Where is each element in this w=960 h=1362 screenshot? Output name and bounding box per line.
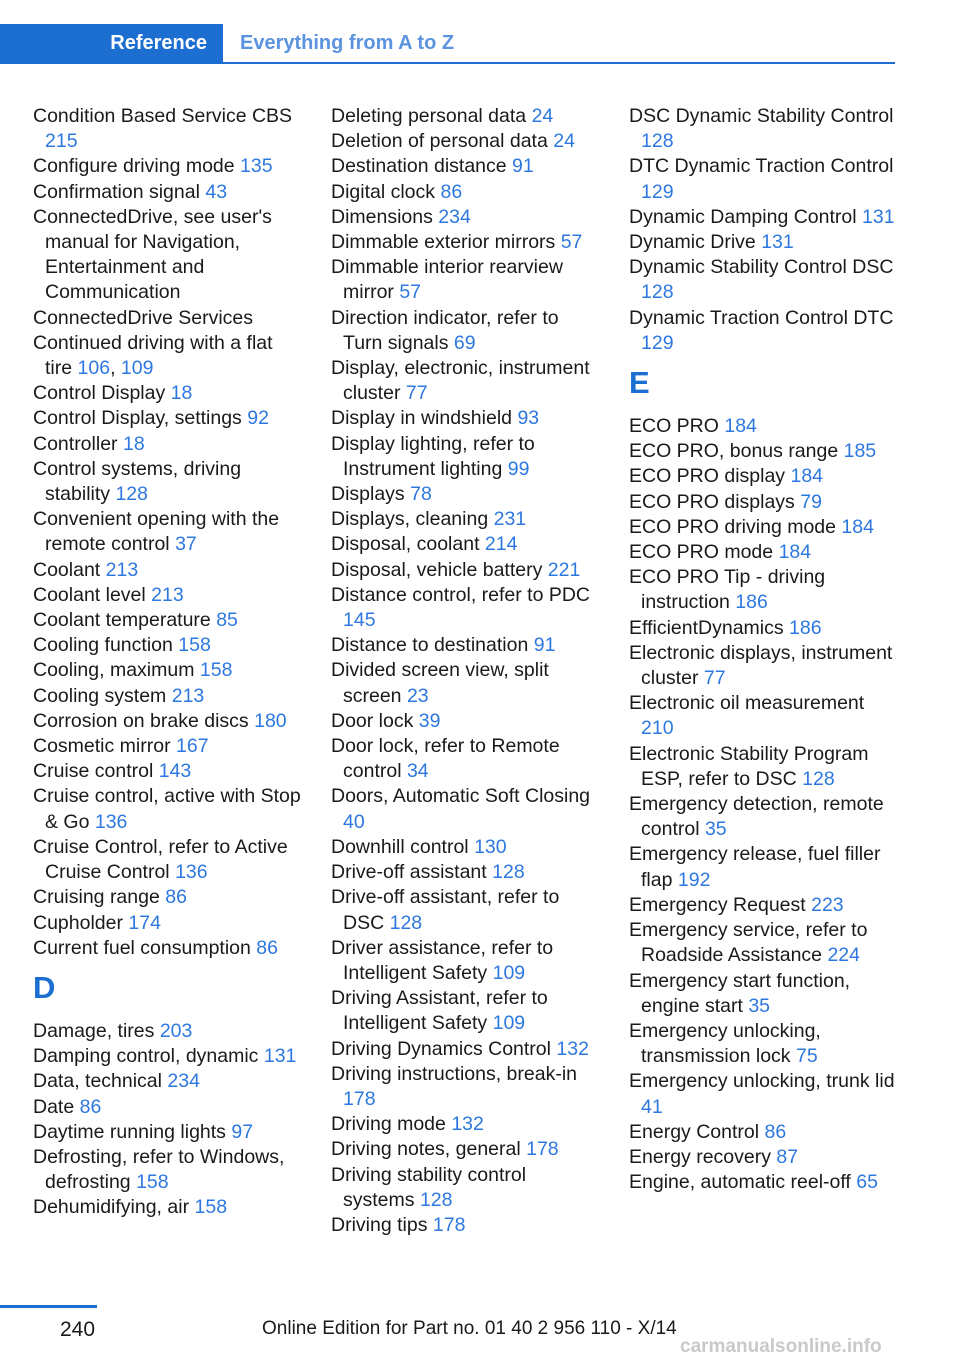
index-entry xyxy=(629,792,899,842)
index-entry-term: Cruising range xyxy=(33,886,160,909)
page-reference-link[interactable]: 185 xyxy=(843,440,877,463)
index-entry xyxy=(629,255,899,305)
page-reference-link[interactable]: 184 xyxy=(790,465,824,488)
page-reference-link[interactable]: 128 xyxy=(115,483,148,506)
page-reference-link[interactable]: 109 xyxy=(492,1012,526,1035)
index-entry-term: ECO PRO xyxy=(629,415,719,438)
index-entry-term: Divided screen view, split screen xyxy=(331,659,549,707)
page-reference-link[interactable]: 86 xyxy=(440,180,463,203)
index-entry-term: ECO PRO displays xyxy=(629,490,795,513)
page-reference-link[interactable]: 135 xyxy=(240,155,273,178)
index-entry xyxy=(629,1120,899,1145)
index-entry xyxy=(331,306,601,356)
page-reference-link[interactable]: 128 xyxy=(641,130,674,153)
index-entry-term: Damage, tires xyxy=(33,1019,155,1042)
index-entry xyxy=(33,936,303,961)
index-entry xyxy=(331,633,601,658)
index-entry-term: Emergency Request xyxy=(629,893,806,916)
page-reference-link[interactable]: 174 xyxy=(128,911,161,934)
index-entry-term: Dynamic Drive xyxy=(629,231,756,254)
page-reference-link[interactable]: 18 xyxy=(170,382,193,405)
index-entry-term: Defrosting, refer to Windows, defrosting xyxy=(33,1145,285,1194)
section-title: Everything from A to Z xyxy=(240,31,455,54)
index-entry-term: Cruise control xyxy=(33,760,154,783)
page-number: 240 xyxy=(60,1318,96,1341)
index-entry-term: Digital clock xyxy=(331,180,436,203)
index-entry-term: Emergency release, fuel filler flap xyxy=(629,843,881,891)
page-reference-link[interactable]: 214 xyxy=(484,533,518,556)
index-entry-term: Cooling, maximum xyxy=(33,659,195,682)
index-entry-term: Energy Control xyxy=(629,1120,760,1143)
index-entry-term: Electronic displays, instrument cluster xyxy=(629,641,893,690)
page-reference-link[interactable]: 57 xyxy=(560,231,583,254)
index-entry-term: Damping control, dynamic xyxy=(33,1045,259,1068)
page-reference-link[interactable]: 234 xyxy=(167,1070,200,1093)
index-entry-term: ConnectedDrive, see user's manual for Navigation, Entertainment and Communication xyxy=(33,205,272,304)
index-entry xyxy=(331,885,601,935)
page-reference-link[interactable]: 203 xyxy=(159,1019,193,1042)
index-entry-term: EfficientDynamics xyxy=(629,616,784,639)
index-entry-term: Confirmation signal xyxy=(33,180,200,203)
page-reference-link[interactable]: 128 xyxy=(389,911,423,934)
index-entry-term: ECO PRO Tip - driving instruction xyxy=(629,566,826,614)
index-entry xyxy=(331,205,601,230)
index-entry xyxy=(629,306,899,356)
index-entry-term: Energy recovery xyxy=(629,1145,771,1168)
page-reference-link[interactable]: 215 xyxy=(45,130,78,153)
page-reference-link[interactable]: 131 xyxy=(263,1045,297,1068)
index-entry-term: Driver assistance, refer to Intelligent Safety xyxy=(331,936,554,984)
page-reference-link[interactable]: 65 xyxy=(856,1171,878,1194)
index-entry-term: Coolant temperature xyxy=(33,609,211,632)
page-reference-link[interactable]: 192 xyxy=(677,868,711,891)
index-column-3 xyxy=(629,104,899,1195)
page-reference-link[interactable]: 132 xyxy=(451,1113,484,1136)
index-entry-term: Control systems, driving stability xyxy=(33,457,242,506)
index-entry xyxy=(331,507,601,532)
index-entry xyxy=(629,104,899,154)
index-entry xyxy=(629,464,899,489)
index-entry-term: Disposal, vehicle battery xyxy=(331,558,543,581)
index-entry-term: Emergency detection, remote control xyxy=(629,793,884,841)
page-reference-link[interactable]: 69 xyxy=(453,331,476,354)
index-entry xyxy=(629,1170,899,1195)
index-entry xyxy=(331,406,601,431)
page-reference-link[interactable]: 223 xyxy=(811,893,844,916)
index-entry-term: Condition Based Service CBS xyxy=(33,105,293,127)
index-entry xyxy=(33,406,303,431)
index-entry xyxy=(331,936,601,986)
page-reference-link[interactable]: 131 xyxy=(761,231,794,254)
index-entry xyxy=(33,558,303,583)
page-reference-link[interactable]: 178 xyxy=(432,1213,466,1236)
page-reference-link[interactable]: 128 xyxy=(641,281,674,304)
index-entry xyxy=(331,432,601,482)
page-reference-link[interactable]: 18 xyxy=(122,432,145,455)
index-entry-term: Dehumidifying, air xyxy=(33,1196,190,1219)
index-entry-term: Direction indicator, refer to Turn signals xyxy=(331,306,559,354)
page-reference-link[interactable]: 184 xyxy=(841,515,874,538)
page-reference-link[interactable]: 132 xyxy=(556,1037,589,1060)
index-entry-term: Cruise Control, refer to Active Cruise Control xyxy=(33,835,288,884)
index-entry xyxy=(33,1019,303,1044)
index-entry-term: Controller xyxy=(33,432,118,455)
page-reference-link[interactable]: 92 xyxy=(247,407,269,430)
index-entry xyxy=(33,104,303,154)
index-entry-term: Dynamic Stability Control DSC xyxy=(629,256,894,279)
index-entry-term: Continued driving with a flat tire xyxy=(33,331,273,380)
index-entry-term: Doors, Automatic Soft Closing xyxy=(331,785,591,808)
page-reference-link[interactable]: 78 xyxy=(410,483,432,506)
page-reference-link[interactable]: 130 xyxy=(474,835,507,858)
page-reference-link[interactable]: 77 xyxy=(405,382,428,405)
page-reference-link[interactable]: 180 xyxy=(254,709,287,732)
index-entry xyxy=(629,414,899,439)
footer-rule xyxy=(0,1305,97,1308)
index-entry-term: ECO PRO display xyxy=(629,465,786,488)
index-entry-term: Cosmetic mirror xyxy=(33,735,171,758)
index-entry-term: Dimmable interior rearview mirror xyxy=(331,256,563,304)
index-entry xyxy=(331,482,601,507)
index-entry xyxy=(629,1019,899,1069)
index-entry-term: Corrosion on brake discs xyxy=(33,709,249,732)
index-entry xyxy=(629,565,899,615)
index-entry xyxy=(33,684,303,709)
page-reference-link[interactable]: 86 xyxy=(79,1095,102,1118)
page-reference-link[interactable]: 97 xyxy=(231,1120,254,1143)
index-entry-term: Door lock, refer to Remote control xyxy=(331,735,560,783)
page-reference-link[interactable]: 184 xyxy=(778,541,812,564)
index-entry xyxy=(331,180,601,205)
index-entry-term: Driving stability control systems xyxy=(331,1163,527,1211)
page-reference-link[interactable]: 158 xyxy=(199,659,233,682)
index-entry-term: Configure driving mode xyxy=(33,155,235,178)
page-reference-link[interactable]: 86 xyxy=(764,1120,787,1143)
index-entry xyxy=(33,1069,303,1094)
index-entry-term: ECO PRO, bonus range xyxy=(629,440,839,463)
page-reference-link[interactable]: 87 xyxy=(776,1145,799,1168)
page-reference-link[interactable]: 91 xyxy=(533,634,556,657)
index-entry xyxy=(629,918,899,968)
page-reference-link[interactable]: 158 xyxy=(136,1171,169,1194)
page-reference-link[interactable]: 186 xyxy=(789,616,822,639)
index-entry xyxy=(331,154,601,179)
page-reference-link[interactable]: 43 xyxy=(205,180,228,203)
page-reference-link[interactable]: 35 xyxy=(704,818,727,841)
page-reference-link[interactable]: 158 xyxy=(178,634,211,657)
page-reference-link[interactable]: 99 xyxy=(507,457,530,480)
page-reference-link[interactable]: 91 xyxy=(512,155,534,178)
index-entry xyxy=(629,515,899,540)
page-reference-link[interactable]: 224 xyxy=(827,944,860,967)
index-entry-term: Dynamic Traction Control DTC xyxy=(629,306,894,329)
index-entry xyxy=(629,893,899,918)
page-reference-link[interactable]: 167 xyxy=(176,735,209,758)
index-entry xyxy=(33,1095,303,1120)
index-entry xyxy=(331,104,601,129)
page-reference-link[interactable]: 34 xyxy=(406,760,429,783)
index-entry xyxy=(331,129,601,154)
page-reference-link[interactable]: 106 xyxy=(77,357,111,380)
index-entry xyxy=(33,784,303,834)
index-entry xyxy=(33,457,303,507)
index-entry xyxy=(629,540,899,565)
index-entry xyxy=(33,1195,303,1220)
index-entry xyxy=(629,842,899,892)
index-entry-term: ECO PRO mode xyxy=(629,541,774,564)
index-entry-term: Dimmable exterior mirrors xyxy=(331,231,556,254)
page-reference-link[interactable]: 128 xyxy=(419,1188,453,1211)
index-entry-term: Driving notes, general xyxy=(331,1138,521,1161)
index-entry xyxy=(331,1163,601,1213)
index-entry-term: Engine, automatic reel-off xyxy=(629,1171,851,1194)
page-reference-link[interactable]: 85 xyxy=(216,609,238,632)
index-entry xyxy=(33,608,303,633)
index-entry-term: Destination distance xyxy=(331,155,507,178)
page-reference-link[interactable]: 86 xyxy=(256,936,278,959)
index-entry-term: Distance control, refer to PDC xyxy=(331,583,591,606)
index-entry xyxy=(33,381,303,406)
page-reference-link[interactable]: 178 xyxy=(526,1138,559,1161)
index-entry-term: Cruise control, active with Stop & Go xyxy=(33,785,301,833)
page-reference-link[interactable]: 143 xyxy=(158,760,192,783)
reference-tab: Reference xyxy=(0,24,223,62)
page-reference-link[interactable]: 186 xyxy=(735,591,768,614)
index-entry-term: Emergency start function, engine start xyxy=(629,969,851,1017)
page-reference-link[interactable]: 86 xyxy=(165,886,187,909)
index-entry-term: Date xyxy=(33,1095,75,1118)
index-entry-term: Coolant level xyxy=(33,583,146,606)
index-entry-term: Emergency unlocking, trunk lid xyxy=(629,1070,895,1093)
index-entry-term: Displays xyxy=(331,483,405,506)
index-entry xyxy=(331,356,601,406)
index-entry xyxy=(331,986,601,1036)
index-entry xyxy=(629,205,899,230)
index-entry xyxy=(33,306,303,331)
index-entry xyxy=(33,709,303,734)
index-entry xyxy=(331,558,601,583)
index-entry xyxy=(33,180,303,205)
index-entry xyxy=(331,1213,601,1238)
page-reference-link[interactable]: 93 xyxy=(517,407,540,430)
page-reference-link[interactable]: 221 xyxy=(547,558,581,581)
index-entry xyxy=(331,734,601,784)
index-entry xyxy=(331,709,601,734)
index-entry xyxy=(331,1137,601,1162)
index-entry xyxy=(33,1044,303,1069)
page-reference-link[interactable]: 39 xyxy=(418,709,441,732)
page-reference-link[interactable]: 184 xyxy=(724,415,757,438)
page-reference-link[interactable]: 136 xyxy=(175,861,208,884)
index-entry-term: Emergency unlocking, transmission lock xyxy=(629,1019,821,1068)
edition-note: Online Edition for Part no. 01 40 2 956 110 - X/14 xyxy=(262,1318,677,1339)
index-entry-term: Cooling function xyxy=(33,634,173,657)
index-entry xyxy=(629,969,899,1019)
index-entry xyxy=(33,835,303,885)
index-entry-term: Driving mode xyxy=(331,1113,446,1136)
index-entry-term: Driving Assistant, refer to Intelligent Safety xyxy=(331,987,548,1035)
index-entry-term: Driving Dynamics Control xyxy=(331,1037,551,1060)
index-entry-term: Deleting personal data xyxy=(331,105,527,127)
index-column-1 xyxy=(33,104,303,1221)
index-entry xyxy=(33,154,303,179)
index-entry-term: Disposal, coolant xyxy=(331,533,480,556)
index-entry xyxy=(331,1062,601,1112)
index-entry-term: Driving tips xyxy=(331,1213,428,1236)
index-entry xyxy=(629,1145,899,1170)
page-reference-link[interactable]: 35 xyxy=(748,994,771,1017)
page-reference-link[interactable]: 136 xyxy=(94,810,128,833)
index-entry xyxy=(331,784,601,834)
index-entry xyxy=(33,432,303,457)
index-entry xyxy=(331,835,601,860)
page-reference-link[interactable]: 75 xyxy=(795,1045,818,1068)
index-entry-term: Dynamic Damping Control xyxy=(629,205,857,228)
page-reference-link[interactable]: 231 xyxy=(493,508,527,531)
index-entry xyxy=(33,583,303,608)
page-reference-link[interactable]: 129 xyxy=(641,331,674,354)
index-entry-term: Distance to destination xyxy=(331,634,529,657)
index-entry-term: Emergency service, refer to Roadside Assistance xyxy=(629,919,868,967)
page-reference-link[interactable]: 77 xyxy=(703,667,726,690)
index-entry-term: ECO PRO driving mode xyxy=(629,515,836,538)
index-entry: Continued driving with a flat tire 106, 109 xyxy=(33,331,273,380)
page-reference-link[interactable]: 178 xyxy=(343,1087,376,1110)
index-entry-term: Daytime running lights xyxy=(33,1120,226,1143)
page-reference-link[interactable]: 79 xyxy=(800,490,822,513)
page-reference-link[interactable]: 234 xyxy=(438,205,471,228)
index-entry xyxy=(331,1037,601,1062)
index-letter-heading: D xyxy=(33,969,56,1005)
page-reference-link[interactable]: 145 xyxy=(343,609,376,632)
index-entry xyxy=(629,742,899,792)
index-entry-term: Display, electronic, instrument cluster xyxy=(331,357,590,405)
page-reference-link[interactable]: 57 xyxy=(399,281,422,304)
index-entry-term: Downhill control xyxy=(331,835,469,858)
index-entry-term: Displays, cleaning xyxy=(331,508,489,531)
index-entry-term: Electronic oil measurement xyxy=(629,692,865,715)
index-entry-term: DTC Dynamic Traction Control xyxy=(629,155,894,178)
index-entry xyxy=(33,658,303,683)
index-entry-term: Cooling system xyxy=(33,684,167,707)
page-reference-link[interactable]: 109 xyxy=(120,357,154,380)
index-letter-heading: E xyxy=(629,365,650,401)
index-entry xyxy=(629,154,899,204)
page-reference-link[interactable]: 213 xyxy=(171,684,205,707)
index-entry xyxy=(33,205,303,306)
index-entry xyxy=(629,641,899,691)
page-reference-link[interactable]: 158 xyxy=(194,1196,228,1219)
index-entry-term: Deletion of personal data xyxy=(331,130,548,153)
index-entry-term: Display in windshield xyxy=(331,407,513,430)
index-entry xyxy=(33,885,303,910)
index-entry-term: Display lighting, refer to Instrument lighting xyxy=(331,432,535,480)
page-reference-link[interactable]: 41 xyxy=(641,1095,663,1118)
page-reference-link[interactable]: 128 xyxy=(802,767,835,790)
index-entry xyxy=(33,1120,303,1145)
index-entry xyxy=(331,532,601,557)
page-reference-link[interactable]: 37 xyxy=(175,533,197,556)
index-entry-term: Door lock xyxy=(331,709,414,732)
index-entry-term: Current fuel consumption xyxy=(33,936,251,959)
index-entry-term: Control Display xyxy=(33,382,166,405)
index-entry-term: Convenient opening with the remote control xyxy=(33,508,280,556)
index-entry-term: DSC Dynamic Stability Control xyxy=(629,105,894,127)
page-reference-link[interactable]: 24 xyxy=(553,130,575,153)
index-entry-term: Coolant xyxy=(33,558,101,581)
index-entry-term: Drive-off assistant xyxy=(331,861,487,884)
index-entry xyxy=(331,1112,601,1137)
index-entry xyxy=(331,255,601,305)
index-entry xyxy=(629,616,899,641)
watermark: carmanualsonline.info xyxy=(680,1336,882,1357)
index-entry xyxy=(33,734,303,759)
index-entry-term: Cupholder xyxy=(33,911,123,934)
index-entry-term: Drive-off assistant, refer to DSC xyxy=(331,886,560,934)
index-entry xyxy=(33,759,303,784)
index-entry-term: Driving instructions, break-in xyxy=(331,1062,578,1085)
index-entry-term: Electronic Stability Program ESP, refer to DSC xyxy=(629,742,869,790)
index-entry xyxy=(629,439,899,464)
page-header xyxy=(0,24,895,64)
page-reference-link[interactable]: 213 xyxy=(105,558,139,581)
index-entry xyxy=(629,691,899,741)
index-entry xyxy=(331,230,601,255)
index-entry xyxy=(331,658,601,708)
index-entry-term: ConnectedDrive Services xyxy=(33,306,254,329)
page-reference-link[interactable]: 210 xyxy=(641,717,674,740)
index-entry xyxy=(33,633,303,658)
index-entry xyxy=(331,860,601,885)
index-entry-term: Dimensions xyxy=(331,205,433,228)
index-entry xyxy=(629,1069,899,1119)
index-entry xyxy=(33,911,303,936)
index-column-2 xyxy=(331,104,601,1238)
index-entry xyxy=(629,230,899,255)
page-reference-link[interactable]: 109 xyxy=(492,961,526,984)
index-entry-term: Data, technical xyxy=(33,1070,162,1093)
page-reference-link[interactable]: 23 xyxy=(406,684,429,707)
index-entry xyxy=(629,490,899,515)
page-reference-link[interactable]: 213 xyxy=(151,583,184,606)
index-entry xyxy=(33,507,303,557)
page-reference-link[interactable]: 40 xyxy=(343,810,365,833)
index-entry xyxy=(331,583,601,633)
page-reference-link[interactable]: 24 xyxy=(531,105,554,127)
index-entry xyxy=(33,1145,303,1195)
page-reference-link[interactable]: 128 xyxy=(492,861,525,884)
page-reference-link[interactable]: 129 xyxy=(641,180,674,203)
page-reference-link[interactable]: 131 xyxy=(862,205,895,228)
index-entry-term: Control Display, settings xyxy=(33,407,242,430)
